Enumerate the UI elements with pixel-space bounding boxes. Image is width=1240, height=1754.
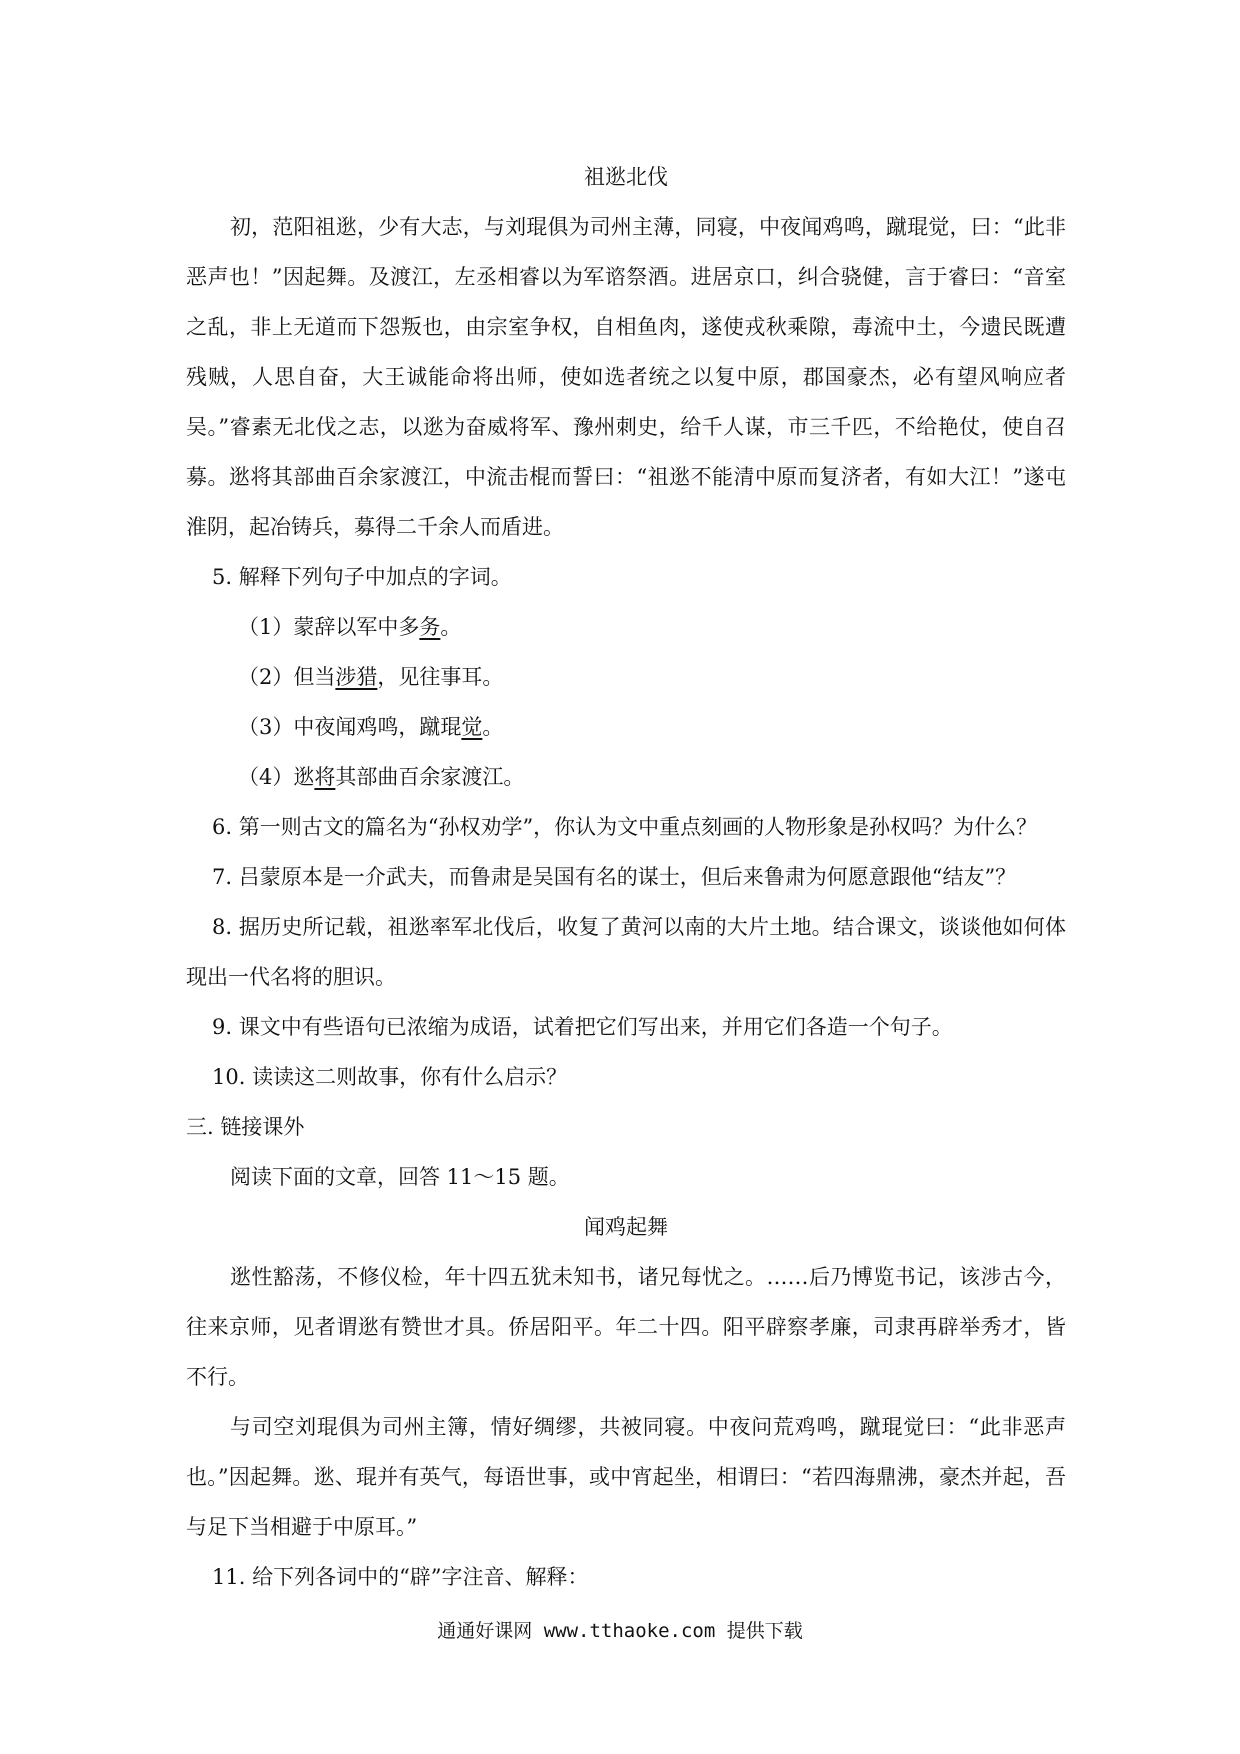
passage-paragraph: 逖性豁荡，不修仪检，年十四五犹未知书，诸兄每忧之。……后乃博览书记，该涉古今，往来京师，见者谓逖有赞世才具。侨居阳平。年二十四。阳平辟察孝廉，司隶再辟举秀才，皆不行。 (186, 1265, 1066, 1389)
reading-instruction: 阅读下面的文章，回答 11～15 题。 (230, 1165, 570, 1189)
marked-word: 务 (419, 615, 441, 639)
question-5-2: （2）但当涉猎，见往事耳。 (238, 665, 504, 689)
question-11: 11. 给下列各词中的“辟”字注音、解释： (212, 1565, 589, 1589)
marked-word: 将 (314, 765, 336, 789)
passage-paragraph: 初，范阳祖逖，少有大志，与刘琨俱为司州主薄，同寝，中夜闻鸡鸣，蹴琨觉，曰：“此非恶声也！”因起舞。及渡江，左丞相睿以为军谘祭酒。进居京口，纠合骁健，言于睿曰：“音室之乱，非上无道而下怨叛也，由宗室争权，自相鱼肉，遂使戎秋乘隙，毒流中土，今遗民既遭残贼，人思自奋，大王诚能命将出师，使如选者统之以复中原，郡国豪杰，必有望风响应者吴。”睿素无北伐之志，以逖为奋威将军、豫州刺史，给千人谋，市三千匹，不给艳仗，使自召募。逖将其部曲百余家渡江，中流击棍而誓曰：“祖逖不能清中原而复济者，有如大江！”遂屯淮阴，起冶铸兵，募得二千余人而盾进。 (186, 215, 1066, 539)
marked-word: 涉猎 (335, 665, 378, 689)
question-9: 9. 课文中有些语句已浓缩为成语，试着把它们写出来，并用它们各造一个句子。 (212, 1015, 953, 1039)
document-body (186, 152, 1066, 1602)
question-5-4: （4）逖将其部曲百余家渡江。 (238, 765, 525, 789)
page-footer: 通通好课网 www.tthaoke.com 提供下载 (437, 1620, 803, 1642)
question-6: 6. 第一则古文的篇名为“孙权劝学”，你认为文中重点刻画的人物形象是孙权吗？为什么？ (212, 815, 1038, 839)
question-5: 5. 解释下列句子中加点的字词。 (212, 565, 512, 589)
question-5-1: （1）蒙辞以军中多务。 (238, 615, 462, 639)
question-8: 8. 据历史所记载，祖逖率军北伐后，收复了黄河以南的大片土地。结合课文，谈谈他如何体现出一代名将的胆识。 (186, 915, 1066, 989)
question-7: 7. 吕蒙原本是一介武夫，而鲁肃是吴国有名的谋士，但后来鲁肃为何愿意跟他“结友”？ (212, 865, 1017, 889)
section-heading: 三. 链接课外 (186, 1115, 305, 1139)
passage-title: 闻鸡起舞 (584, 1215, 668, 1239)
marked-word: 觉 (461, 715, 483, 739)
question-10: 10. 读读这二则故事，你有什么启示？ (212, 1065, 568, 1089)
question-5-3: （3）中夜闻鸡鸣，蹴琨觉。 (238, 715, 504, 739)
passage-paragraph: 与司空刘琨俱为司州主簿，情好绸缪，共被同寝。中夜问荒鸡鸣，蹴琨觉曰：“此非恶声也。”因起舞。逖、琨并有英气，每语世事，或中宵起坐，相谓曰：“若四海鼎沸，豪杰并起，吾与足下当相避于中原耳。” (186, 1415, 1066, 1539)
passage-title: 祖逖北伐 (584, 165, 668, 189)
